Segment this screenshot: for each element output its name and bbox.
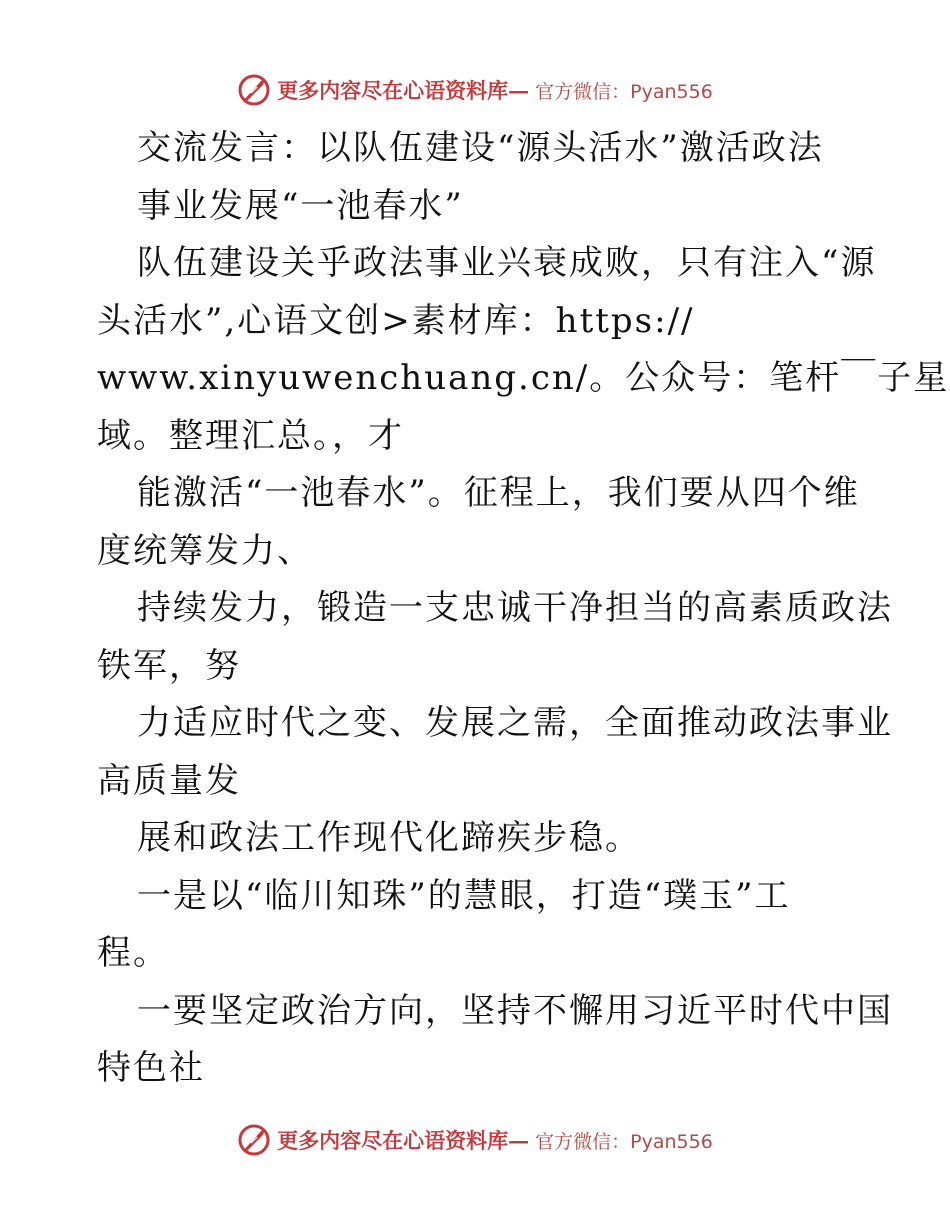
body-line: 铁军，努 [97,645,241,686]
body-line: www.xinyuwenchuang.cn/。公众号：笔杆￣子星 [97,358,950,398]
body-line: 能激活“一池春水”。征程上，我们要从四个维 [137,473,860,513]
body-line: 队伍建设关乎政法事业兴衰成败，只有注入“源 [137,243,877,283]
page-footer-banner [0,1120,950,1160]
footer-site-text: 更多内容尽在心语资料库— [277,1128,530,1153]
body-line: 头活水”,心语文创>素材库：https:// [97,300,695,341]
header-wechat-text: 官方微信：Pyan556 [535,80,713,103]
body-line: 一要坚定政治方向，坚持不懈用习近平时代中国 [137,990,893,1031]
body-line: 高质量发 [97,760,241,801]
body-line: 交流发言：以队伍建设“源头活水”激活政法 [137,128,824,168]
body-line: 域。整理汇总。，才 [97,415,404,456]
feather-pen-icon [237,1123,271,1157]
header-site-text: 更多内容尽在心语资料库— [277,78,530,103]
body-line: 事业发展“一池春水” [137,185,464,226]
body-line: 度统筹发力、 [97,530,313,571]
document-body [97,120,950,1098]
page-header-banner [0,70,950,110]
body-line: 力适应时代之变、发展之需，全面推动政法事业 [137,703,893,743]
footer-wechat-text: 官方微信：Pyan556 [535,1130,713,1153]
body-line: 特色社 [97,1048,205,1088]
body-line: 展和政法工作现代化蹄疾步稳。 [137,818,641,858]
body-line: 程。 [97,933,169,973]
body-line: 一是以“临川知珠”的慧眼，打造“璞玉”工 [137,875,791,916]
feather-pen-icon [237,73,271,107]
body-line: 持续发力，锻造一支忠诚干净担当的高素质政法 [137,588,893,628]
